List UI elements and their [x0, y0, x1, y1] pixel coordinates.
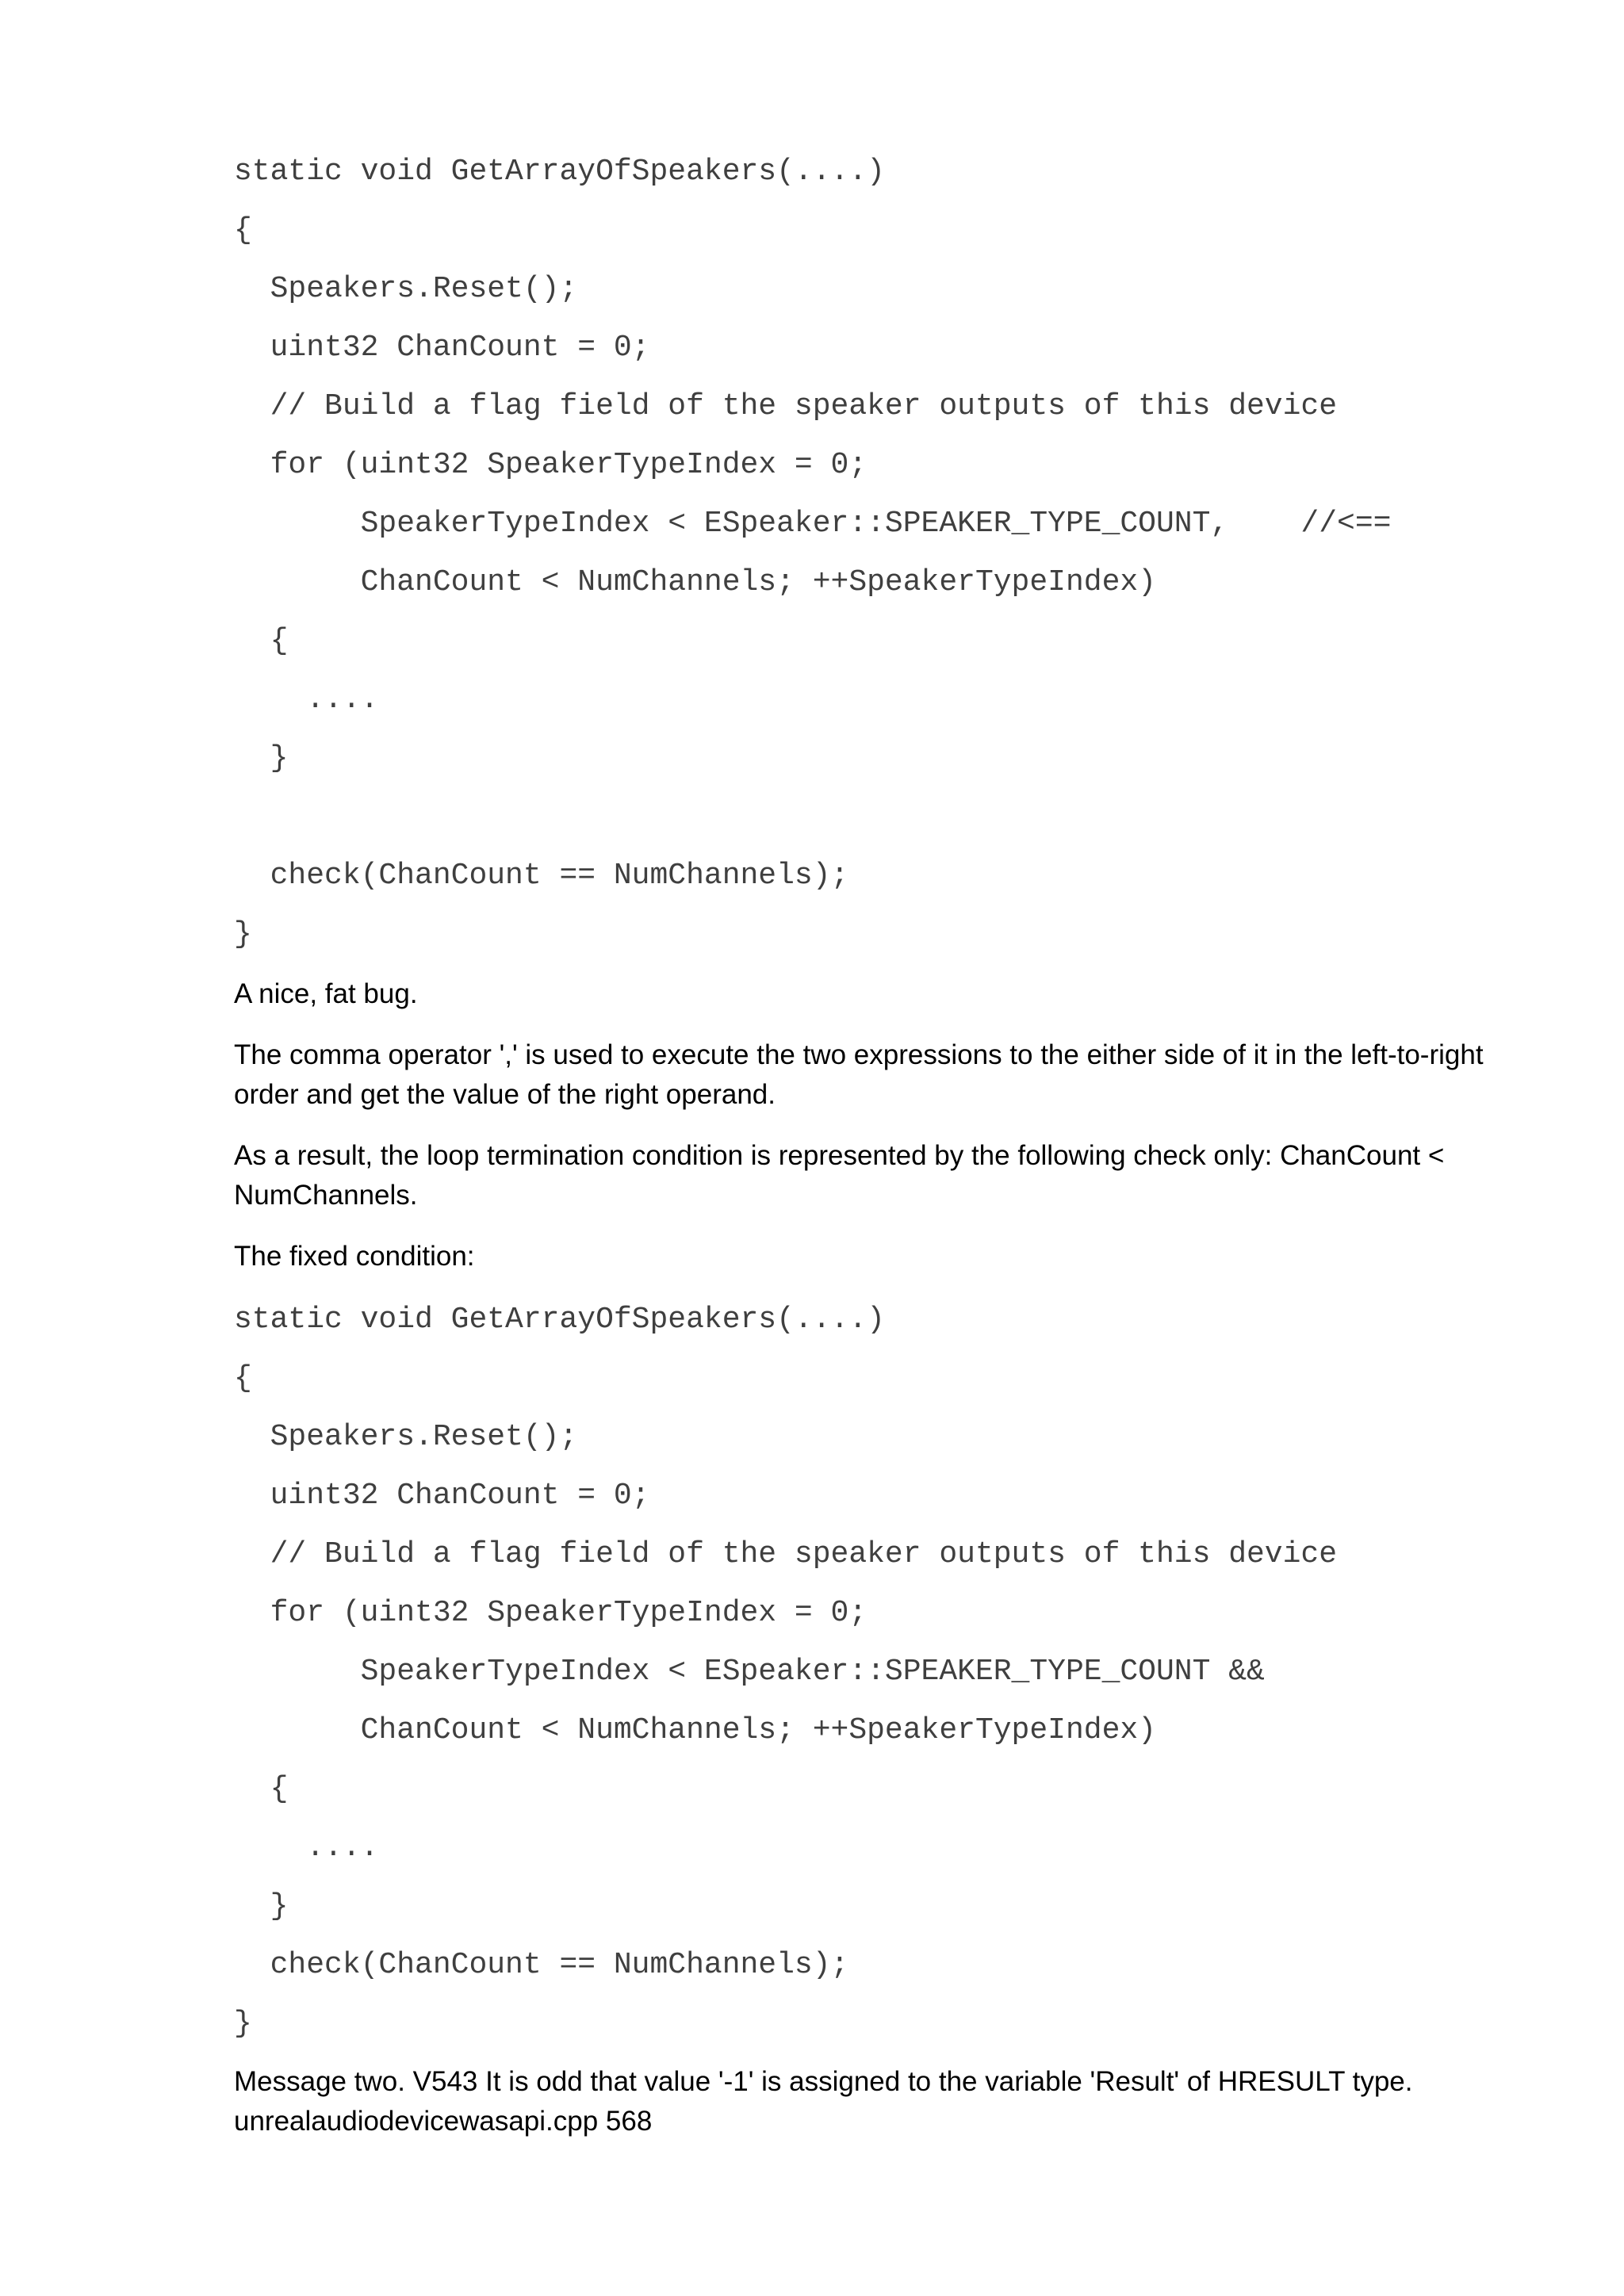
- code-line: }: [234, 2007, 252, 2041]
- code-line: static void GetArrayOfSpeakers(....): [234, 155, 885, 189]
- code-line: }: [234, 917, 252, 951]
- code-block-fixed: [234, 1291, 1337, 2053]
- code-line-blank: [234, 788, 1391, 847]
- paragraph: As a result, the loop termination condition is represented by the following check only: ChanCount < NumChannels.: [234, 1140, 1445, 1211]
- paragraph: Message two. V543 It is odd that value '-1' is assigned to the variable 'Result' of HRESULT type. unrealaudiodevicewasapi.cpp 568: [234, 2066, 1413, 2137]
- code-line: {: [234, 1361, 252, 1395]
- code-comment-line: // Build a flag field of the speaker outputs of this device: [234, 389, 1338, 423]
- code-line: }: [234, 741, 289, 775]
- code-line: ....: [234, 1831, 379, 1865]
- message-text: [234, 2062, 1519, 2163]
- code-line: {: [234, 1772, 289, 1806]
- code-line: for (uint32 SpeakerTypeIndex = 0;: [234, 448, 868, 482]
- code-line: Speakers.Reset();: [234, 1420, 578, 1454]
- code-line: static void GetArrayOfSpeakers(....): [234, 1303, 885, 1337]
- code-line: check(ChanCount == NumChannels);: [234, 1948, 849, 1982]
- code-line-bug-marker: SpeakerTypeIndex < ESpeaker::SPEAKER_TYPE_COUNT, //<==: [234, 507, 1392, 541]
- code-line: {: [234, 213, 252, 247]
- code-block-buggy: [234, 143, 1391, 964]
- code-line: Speakers.Reset();: [234, 272, 578, 306]
- code-line: ....: [234, 683, 379, 717]
- code-line: {: [234, 624, 289, 658]
- code-comment-line: // Build a flag field of the speaker outputs of this device: [234, 1537, 1338, 1571]
- explanation-text: [234, 974, 1519, 1298]
- paragraph: A nice, fat bug.: [234, 978, 418, 1009]
- code-line: ChanCount < NumChannels; ++SpeakerTypeIndex): [234, 565, 1156, 599]
- code-line: uint32 ChanCount = 0;: [234, 331, 650, 365]
- code-line-fixed: SpeakerTypeIndex < ESpeaker::SPEAKER_TYPE_COUNT &&: [234, 1655, 1265, 1689]
- code-line: ChanCount < NumChannels; ++SpeakerTypeIndex): [234, 1713, 1156, 1747]
- paragraph: The fixed condition:: [234, 1241, 475, 1272]
- paragraph: The comma operator ',' is used to execute the two expressions to the either side of it in the left-to-right order and get the value of the right operand.: [234, 1039, 1484, 1110]
- code-line: for (uint32 SpeakerTypeIndex = 0;: [234, 1596, 868, 1630]
- code-line: check(ChanCount == NumChannels);: [234, 859, 849, 893]
- code-line: uint32 ChanCount = 0;: [234, 1479, 650, 1513]
- code-line: }: [234, 1889, 289, 1923]
